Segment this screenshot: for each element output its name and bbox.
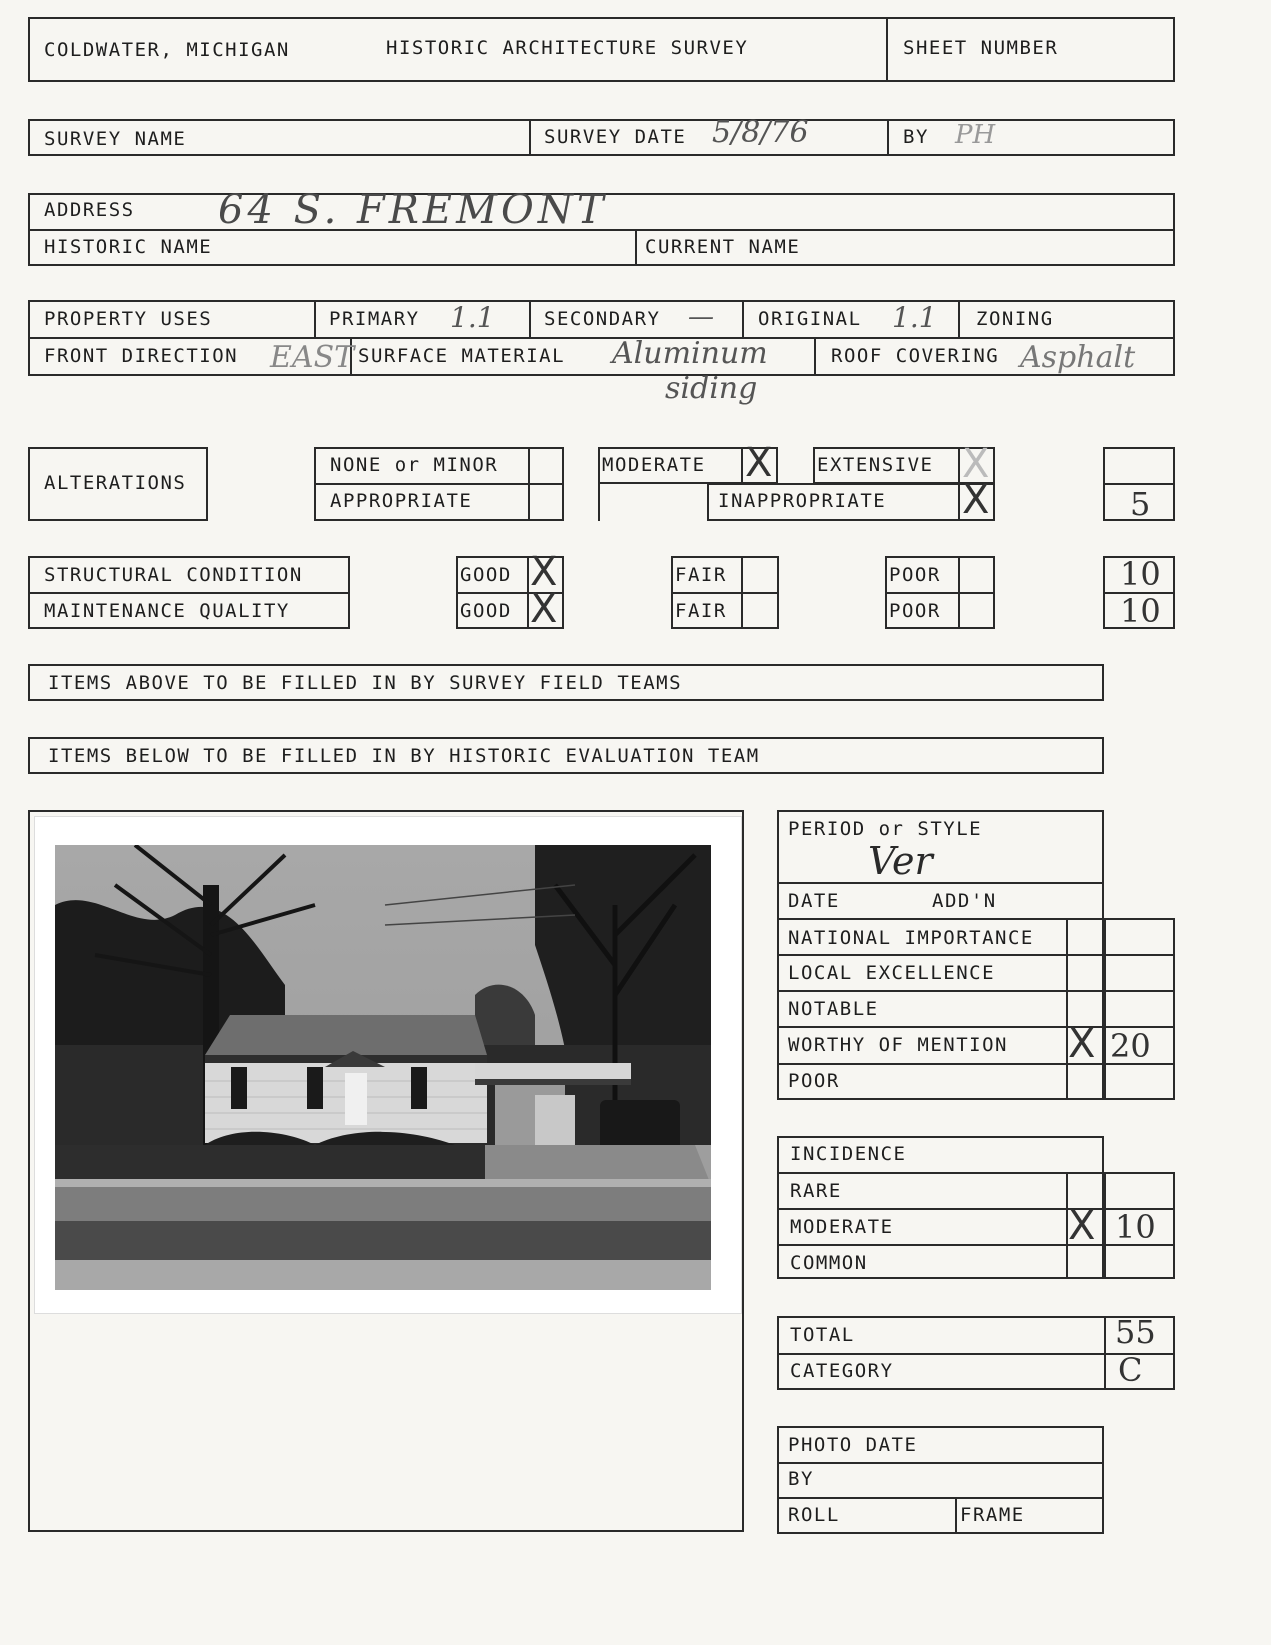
- maintenance-quality-label: MAINTENANCE QUALITY: [44, 600, 290, 622]
- category-value: C: [1118, 1351, 1143, 1389]
- note-below: ITEMS BELOW TO BE FILLED IN BY HISTORIC EVALUATION TEAM: [48, 745, 760, 767]
- structural-good-check[interactable]: X: [530, 549, 558, 595]
- structural-score: 10: [1120, 555, 1161, 593]
- local-excellence-label: LOCAL EXCELLENCE: [788, 962, 996, 984]
- alterations-label: ALTERATIONS: [44, 472, 187, 494]
- survey-name-label: SURVEY NAME: [44, 128, 187, 150]
- rare-label: RARE: [790, 1180, 842, 1202]
- maintenance-fair-label: FAIR: [675, 600, 727, 622]
- surface-material-label: SURFACE MATERIAL: [358, 345, 566, 367]
- moderate-alteration-label: MODERATE: [602, 454, 706, 476]
- city-label: COLDWATER, MICHIGAN: [44, 39, 290, 61]
- survey-title: HISTORIC ARCHITECTURE SURVEY: [386, 37, 749, 59]
- historic-name-label: HISTORIC NAME: [44, 236, 213, 258]
- maintenance-good-check[interactable]: X: [530, 586, 558, 632]
- total-label: TOTAL: [790, 1324, 855, 1346]
- date-label: DATE: [788, 890, 840, 912]
- house-photograph: [55, 845, 711, 1290]
- primary-label: PRIMARY: [329, 308, 420, 330]
- appropriate-label: APPROPRIATE: [330, 490, 473, 512]
- roof-covering-value: Asphalt: [1020, 340, 1136, 375]
- evaluation-score-column: [1066, 918, 1175, 1100]
- moderate-incidence-score: 10: [1115, 1208, 1156, 1246]
- incidence-label: INCIDENCE: [790, 1143, 907, 1165]
- extensive-alteration-check[interactable]: X: [962, 441, 990, 487]
- moderate-incidence-check[interactable]: X: [1068, 1203, 1096, 1249]
- surface-material-value: Aluminum: [612, 336, 768, 371]
- maintenance-good-label: GOOD: [460, 600, 512, 622]
- maintenance-score: 10: [1120, 592, 1161, 630]
- survey-date-label: SURVEY DATE: [544, 126, 687, 148]
- maintenance-poor-label: POOR: [889, 600, 941, 622]
- period-style-value: Ver: [868, 839, 933, 883]
- front-direction-label: FRONT DIRECTION: [44, 345, 239, 367]
- address-value: 64 S. FREMONT: [218, 187, 608, 233]
- moderate-alteration-check[interactable]: X: [745, 440, 773, 486]
- inappropriate-label: INAPPROPRIATE: [718, 490, 887, 512]
- property-uses-label: PROPERTY USES: [44, 308, 213, 330]
- poor-rating-label: POOR: [788, 1070, 840, 1092]
- structural-poor-label: POOR: [889, 564, 941, 586]
- extensive-alteration-label: EXTENSIVE: [817, 454, 934, 476]
- secondary-value: —: [688, 302, 714, 332]
- addn-label: ADD'N: [932, 890, 997, 912]
- worthy-of-mention-label: WORTHY OF MENTION: [788, 1034, 1008, 1056]
- sheet-number-label: SHEET NUMBER: [903, 37, 1059, 59]
- zoning-label: ZONING: [976, 308, 1054, 330]
- original-label: ORIGINAL: [758, 308, 862, 330]
- frame-label: FRAME: [960, 1504, 1025, 1526]
- total-value: 55: [1115, 1313, 1156, 1351]
- secondary-label: SECONDARY: [544, 308, 661, 330]
- notable-label: NOTABLE: [788, 998, 879, 1020]
- worthy-of-mention-score: 20: [1110, 1027, 1151, 1065]
- survey-by-value: PH: [955, 120, 996, 150]
- survey-date-value: 5/8/76: [712, 115, 809, 150]
- moderate-incidence-label: MODERATE: [790, 1216, 894, 1238]
- roof-covering-label: ROOF COVERING: [831, 345, 1000, 367]
- original-value: 1.1: [892, 301, 937, 334]
- surface-material-value-2: siding: [665, 371, 758, 406]
- header-divider: [886, 17, 888, 82]
- none-minor-label: NONE or MINOR: [330, 454, 499, 476]
- structural-good-label: GOOD: [460, 564, 512, 586]
- house-photo-svg: [55, 845, 711, 1290]
- worthy-of-mention-check[interactable]: X: [1068, 1021, 1096, 1067]
- category-label: CATEGORY: [790, 1360, 894, 1382]
- national-importance-label: NATIONAL IMPORTANCE: [788, 927, 1034, 949]
- front-direction-value: EAST: [270, 340, 355, 375]
- inappropriate-check[interactable]: X: [962, 477, 990, 523]
- primary-value: 1.1: [450, 301, 495, 334]
- note-above: ITEMS ABOVE TO BE FILLED IN BY SURVEY FIELD TEAMS: [48, 672, 683, 694]
- address-label: ADDRESS: [44, 199, 135, 221]
- photo-date-label: PHOTO DATE: [788, 1434, 918, 1456]
- structural-fair-label: FAIR: [675, 564, 727, 586]
- common-label: COMMON: [790, 1252, 868, 1274]
- structural-condition-label: STRUCTURAL CONDITION: [44, 564, 303, 586]
- roll-label: ROLL: [788, 1504, 840, 1526]
- survey-by-label: BY: [903, 126, 929, 148]
- current-name-label: CURRENT NAME: [645, 236, 801, 258]
- period-style-label: PERIOD or STYLE: [788, 818, 983, 840]
- photo-by-label: BY: [788, 1468, 814, 1490]
- alterations-score: 5: [1130, 485, 1151, 523]
